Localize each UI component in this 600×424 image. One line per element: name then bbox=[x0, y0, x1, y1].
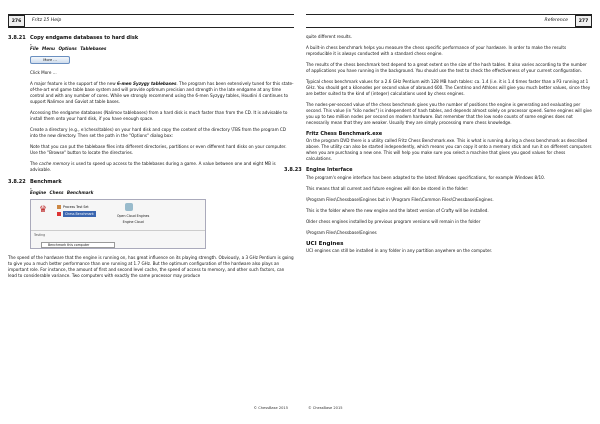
section-title: Copy endgame databases to hard disk bbox=[30, 35, 139, 41]
menu-path-text: File Menu Options Tablebases bbox=[30, 46, 107, 51]
menu-path-text: Engine Chess Benchmark bbox=[30, 190, 94, 195]
paragraph: UCI engines can still be installed in any folder in any partition anywhere on the computer. bbox=[306, 248, 493, 253]
paragraph: Note that you can put the tablebase files into different directories, partitions or even different hard disks on your computer. Use the "Browse" button to locate the directories. bbox=[30, 144, 287, 155]
paragraph: The nodes-per-second value of the chess benchmark gives you the number of positions the engine is generating and evaluating per second. This value (in "kilo nodes") is independent of hash tables, and depends almost solely on processor speed. Some engines will give you up to two million nodes per second on modern hardware. But remember that the low node counts of some engines does not necessarily mean that they are weaker. Usually they are simply processing more chess knowledge. bbox=[306, 102, 592, 125]
paragraph: quite different results. bbox=[306, 34, 352, 39]
emphasis-text: 6-men Syzygy tablebases bbox=[116, 81, 177, 86]
paragraph: The results of the chess benchmark test depend to a great extent on the size of the hash tables. It also varies according to the number of applications you have running in the background. You should use the test to check the effectiveness of your current configuration. bbox=[306, 62, 587, 73]
ribbon-label: Engine Cloud bbox=[122, 220, 144, 224]
text-run: . The program has been extensively tuned for this state-of-the-art end game table base system and will provide optimum precision and strength in the late endgame at any time control and with any number of cores. While we strongly recommend using the 6-men Syzygy tables, Houdini 4 continues to support Nalimov and Gaviot at table bases. bbox=[30, 81, 294, 104]
right-page-body bbox=[284, 34, 592, 259]
section-number: 3.8.23 bbox=[284, 167, 302, 173]
ribbon-item bbox=[57, 204, 89, 210]
menu-path-dash: - bbox=[30, 186, 32, 191]
subheading: UCI Engines bbox=[306, 241, 344, 247]
ribbon-label: Process Test Set bbox=[63, 205, 89, 209]
paragraph: This means that all current and future engines will don be stored in the folder: bbox=[306, 186, 469, 191]
text-run: The bbox=[30, 161, 40, 166]
section-heading bbox=[284, 167, 592, 173]
left-header-title: Fritz 15 Help bbox=[32, 18, 62, 23]
left-page-number: 276 bbox=[8, 15, 25, 27]
benchmark-ribbon-screenshot bbox=[30, 199, 206, 249]
right-header-title: Reference bbox=[544, 18, 568, 23]
ribbon-group-label: Testing bbox=[34, 233, 46, 237]
paragraph: Older chess engines installed by previous program versions will remain in the folder bbox=[306, 219, 481, 224]
section-title: Benchmark bbox=[30, 179, 62, 185]
menu-path bbox=[30, 43, 294, 52]
paragraph bbox=[30, 81, 294, 105]
section-number: 3.8.22 bbox=[8, 179, 26, 185]
paragraph: The speed of the hardware that the engine is running on, has great influence on its playing strength. Obviously, a 3 GHz Pentium is going to give you a much better performance than one running at 1.7 GHz. But the optimum configuration of the hardware also plays an important role. For instance, the amount of first and second level cache, the speed of access to memory, and other such factors, can lead to considerable variance. Two computers with exactly the same processor may produce bbox=[8, 255, 294, 278]
right-footer: © ChessBase 2015 bbox=[308, 406, 343, 410]
paragraph: Accessing the endgame databases (Nalimov tablebases) from a hard disk is much faster than from the CD. It is advisable to install them onto your hard disk, if you have enough space. bbox=[30, 110, 288, 121]
menu-path bbox=[30, 187, 294, 196]
left-page-body bbox=[8, 35, 294, 284]
section-number: 3.8.21 bbox=[8, 35, 26, 41]
chess-piece-icon: ♛ bbox=[39, 205, 48, 215]
paragraph: Create a directory (e.g., e:\chess\tables) on your hard disk and copy the content of the directory \TBS from the program CD into the new directory. Then set the path in the "Options" dialog box: bbox=[30, 127, 287, 138]
subheading: Fritz Chess Benchmark.exe bbox=[306, 131, 383, 137]
ribbon-item-selected bbox=[57, 211, 96, 217]
section-heading bbox=[8, 35, 294, 41]
ribbon-label: Open Cloud Engines bbox=[117, 214, 150, 218]
left-page-header bbox=[8, 14, 294, 28]
benchmark-icon bbox=[57, 212, 61, 216]
paragraph: \Program Files\Chessbase\Engines bbox=[306, 230, 377, 235]
paragraph: The program's engine interface has been adapted to the latest Windows specifications, for example Windows 8/10. bbox=[306, 175, 546, 180]
paragraph: \Program Files\Chessbase\Engines but in \Program Files\Common Files\Chessbase\Engines. bbox=[306, 197, 494, 202]
paragraph: This is the folder where the new engine and the latest version of Crafty will be installed. bbox=[306, 208, 489, 213]
benchmark-tooltip: Benchmark this computer bbox=[41, 242, 115, 248]
right-page-number: 277 bbox=[575, 15, 592, 27]
ribbon-item bbox=[117, 213, 149, 225]
paragraph: Typical chess benchmark values for a 2.6 GHz Pentium with 128 MB hash tables: ca. 1.4 (i.e. it is 1.4 times faster than a P3 running at 1 GHz. You should get a kilonodes per second value of abround 600. The Centrino and Athlons will give you much better values, since they are better suited to the kind of (integer) calculations used by chess engines. bbox=[306, 79, 591, 96]
paragraph: A built-in chess benchmark helps you measure the chess specific performance of your hardware. In order to make the results reproducible it is always conducted with a standard chess engine. bbox=[306, 45, 567, 56]
paragraph: Click More ... bbox=[30, 70, 57, 75]
text-run: is used to speed up access to the tablebases during a game. A value between one and eight MB is advisable. bbox=[30, 161, 276, 172]
right-page-header bbox=[306, 14, 592, 28]
left-footer: © ChessBase 2015 bbox=[253, 406, 288, 410]
left-page bbox=[8, 14, 294, 412]
paragraph: On the program DVD there is a utility called Fritz Chess Benchmark.exe. This is what is running during a chess benchmark as described above. The utility can also be started independently, which means you can copy it onto a memory stick and run it on different computers when you are purchasing a new one. This will help you make sure you select a machine that gives you good values for chess calculations. bbox=[306, 138, 592, 161]
process-icon bbox=[57, 205, 61, 209]
section-heading bbox=[8, 179, 294, 185]
more-button-screenshot: More ... bbox=[30, 56, 70, 64]
text-run: A major feature is the support of the new bbox=[30, 81, 117, 86]
ribbon-divider bbox=[31, 230, 205, 231]
menu-path-dash: - bbox=[30, 42, 32, 47]
right-page bbox=[284, 14, 592, 412]
section-title: Engine Interface bbox=[306, 167, 353, 173]
paragraph bbox=[30, 161, 294, 173]
cloud-engine-icon bbox=[125, 203, 133, 211]
ribbon-label: Chess Benchmark bbox=[65, 212, 94, 216]
emphasis-text: cache memory bbox=[39, 161, 70, 166]
